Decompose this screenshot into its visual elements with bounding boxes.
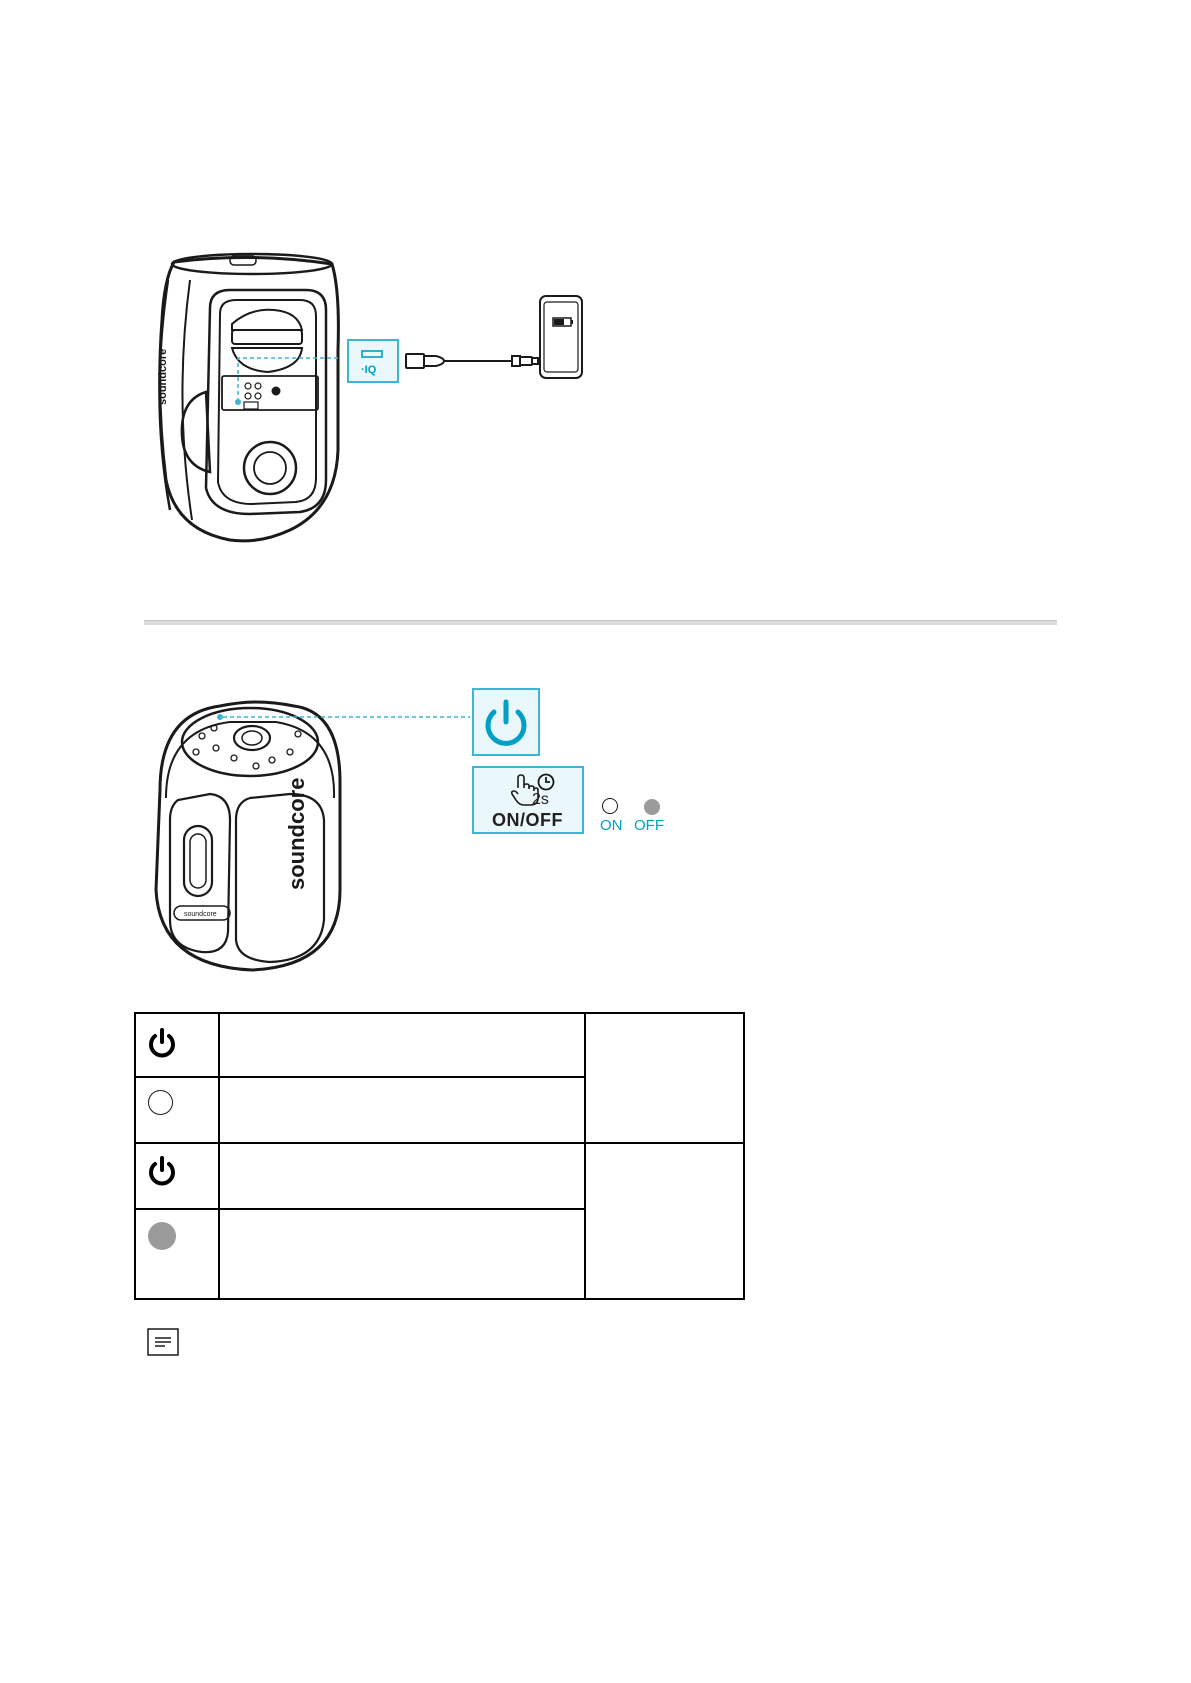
on-off-label: ON/OFF [492, 810, 563, 830]
led-off-indicator [644, 799, 660, 815]
table-cell [585, 1013, 744, 1143]
gray-dot-icon [148, 1222, 176, 1250]
power-icon [145, 1026, 179, 1060]
speaker-brand-logo-large: soundcore [284, 777, 309, 890]
table-row [135, 1143, 744, 1209]
clock-icon [536, 772, 556, 792]
led-status-table [134, 1012, 745, 1300]
speaker-top-view [156, 702, 340, 970]
table-cell [219, 1209, 585, 1299]
table-cell [219, 1013, 585, 1077]
usb-port-label: ·IQ [361, 364, 377, 376]
hold-duration: 2s [532, 791, 549, 808]
leader-line [238, 358, 340, 402]
section-divider [144, 620, 1057, 625]
speaker-brand-logo: soundcore [157, 348, 169, 405]
note-icon [147, 1328, 179, 1356]
table-cell [219, 1143, 585, 1209]
hollow-circle-icon [148, 1090, 173, 1115]
svg-text:soundcore: soundcore [184, 911, 217, 918]
charging-illustration [140, 250, 630, 550]
table-cell [585, 1143, 744, 1299]
phone-battery-icon [540, 296, 582, 378]
power-icon [474, 690, 538, 754]
led-off-label: OFF [634, 817, 664, 834]
table-cell [219, 1077, 585, 1143]
led-on-label: ON [600, 817, 623, 834]
power-icon [145, 1154, 179, 1188]
usb-cable-icon [406, 354, 538, 368]
hold-instruction-callout [472, 766, 584, 834]
table-row [135, 1013, 744, 1077]
led-on-indicator [602, 798, 618, 814]
power-button-callout [472, 688, 540, 756]
speaker-side-view [159, 254, 338, 541]
